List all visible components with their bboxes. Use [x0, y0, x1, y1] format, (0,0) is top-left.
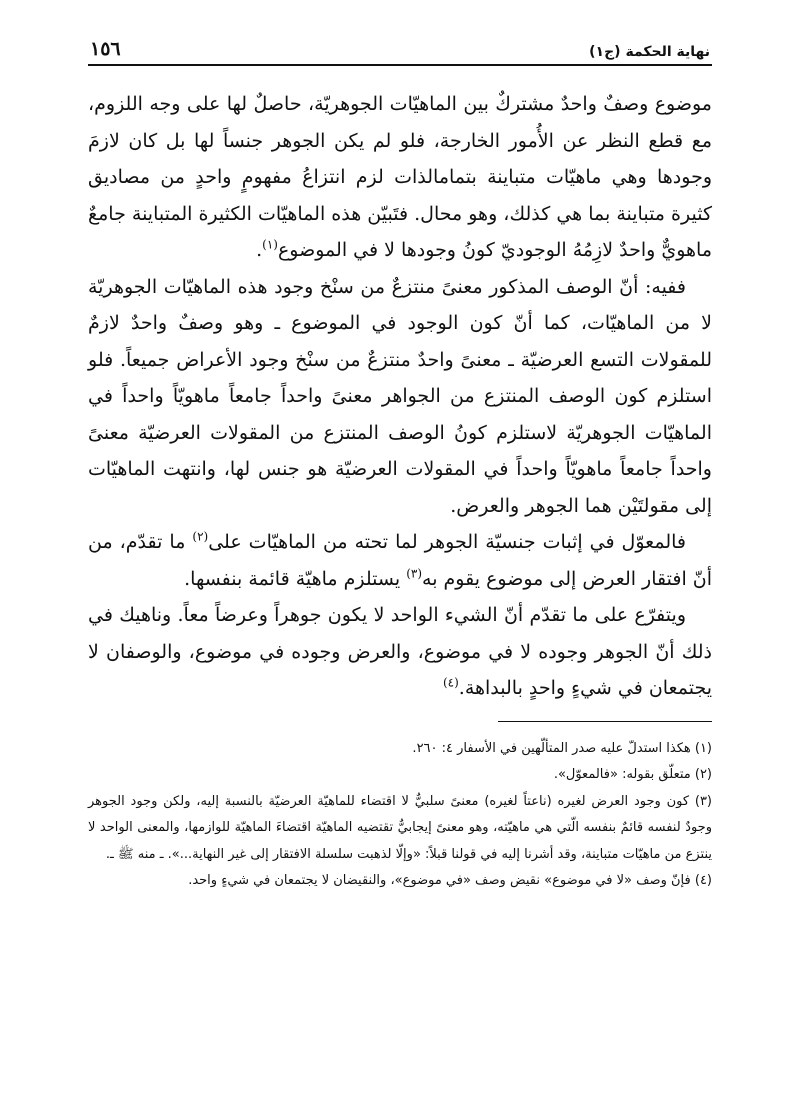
paragraph-3: [88, 524, 712, 597]
paragraph-3-text-c: يستلزم ماهيّة قائمة بنفسها.: [184, 567, 407, 590]
footnote-ref-4: (٤): [442, 675, 459, 690]
paragraph-1-text: موضوع وصفٌ واحدٌ مشتركٌ بين الماهيّات الجوهريّة، حاصلٌ لها على وجه اللزوم، مع قطع النظر عن الأُمور الخارجة، فلو لم يكن الجوهر جنساً لها بل كان لازمَ وجودها وهي ماهيّات متباينة بتمامالذات لزم انتزاعُ مفهومٍ واحدٍ من مصاديق كثيرة متباينة بما هي كذلك، وهو محال. فتَبيّن هذه الماهيّات الكثيرة المتباينة جامعٌ ماهويٌّ واحدٌ لازِمُهُ الوجوديّ كونُ وجودها لا في الموضوع: [88, 93, 712, 261]
page-header: [88, 28, 712, 66]
running-title: نهاية الحكمة (ج١): [589, 44, 710, 60]
footnote-1: (١) هكذا استدلّ عليه صدر المتألّهين في الأسفار ٤: ٢٦٠.: [412, 740, 712, 756]
paragraph-3-text-b: ما تقدّم، من أنّ افتقار العرض إلى موضوع يقوم به: [88, 531, 712, 590]
page-number: ١٥٦: [90, 38, 121, 60]
paragraph-2: ففيه: أنّ الوصف المذكور معنىً منتزعٌ من سنْخ وجود هذه الماهيّات الجوهريّة لا من الماهيّات، كما أنّ كون الوجود في الموضوع ـ وهو وصفٌ واحدٌ لازمٌ للمقولات التسع العرضيّة ـ معنىً واحدٌ منتزعٌ من سنْخ وجود الأعراض جميعاً. فلو استلزم كون الوصف المنتزع من الجواهر معنىً واحداً جامعاً ماهويّاً واحداً في الماهيّات الجوهريّة لاستلزم كونُ الوصف المنتزع من المقولات العرضيّة معنىً واحداً جامعاً ماهويّاً واحداً في المقولات العرضيّة هو جنس لها، وانتهت الماهيّات إلى مقولتَيْن هما الجوهر والعرض.: [88, 275, 712, 517]
footnote-4: (٤) فإنّ وصف «لا في موضوع» نقيض وصف «في موضوع»، والنقيضان لا يجتمعان في شيءٍ واحد.: [188, 873, 712, 888]
footnote-separator: [498, 721, 712, 722]
footnotes: [88, 736, 712, 895]
paragraph-3-text-a: فالمعوّل في إثبات جنسيّة الجوهر لما تحته من الماهيّات على: [208, 531, 686, 553]
footnote-2: (٢) متعلّق بقوله: «فالمعوّل».: [553, 767, 712, 782]
footnote-3: (٣) كون وجود العرض لغيره (ناعتاً لغيره) معنىً سلبيٌّ لا اقتضاء للماهيّة العرضيّة بالنسبة إليه، ولكن وجود الجوهر وجودٌ لنفسه قائمٌ بنفسه الّتي هي ماهيّته، وهو معنىً إيجابيٌّ تقتضيه الماهيّة اقتضاءَ الماهيّة للوازمها، والمعنى الواحد لا ينتزع من ماهيّات متباينة، وقد أشرنا إليه في قولنا قبلاً: «وإلّا لذهبت سلسلة الافتقار إلى غير النهاية...». ـ منه ﷺ ـ.: [88, 793, 712, 862]
paragraph-4: [88, 597, 712, 707]
main-text: [88, 86, 712, 707]
paragraph-1: [88, 86, 712, 269]
footnote-ref-3: (٣): [406, 566, 423, 581]
paragraph-1-end: .: [256, 239, 263, 261]
footnote-ref-2: (٢): [192, 529, 209, 544]
footnote-ref-1: (١): [262, 237, 278, 252]
book-page: [88, 28, 712, 1068]
paragraph-4-text: ويتفرّع على ما تقدّم أنّ الشيء الواحد لا يكون جوهراً وعرضاً معاً. وناهيك في ذلك أنّ الجوهر وجوده لا في موضوع، والعرض وجوده في موضوع، والوصفان لا يجتمعان في شيءٍ واحدٍ بالبداهة.: [88, 604, 712, 699]
